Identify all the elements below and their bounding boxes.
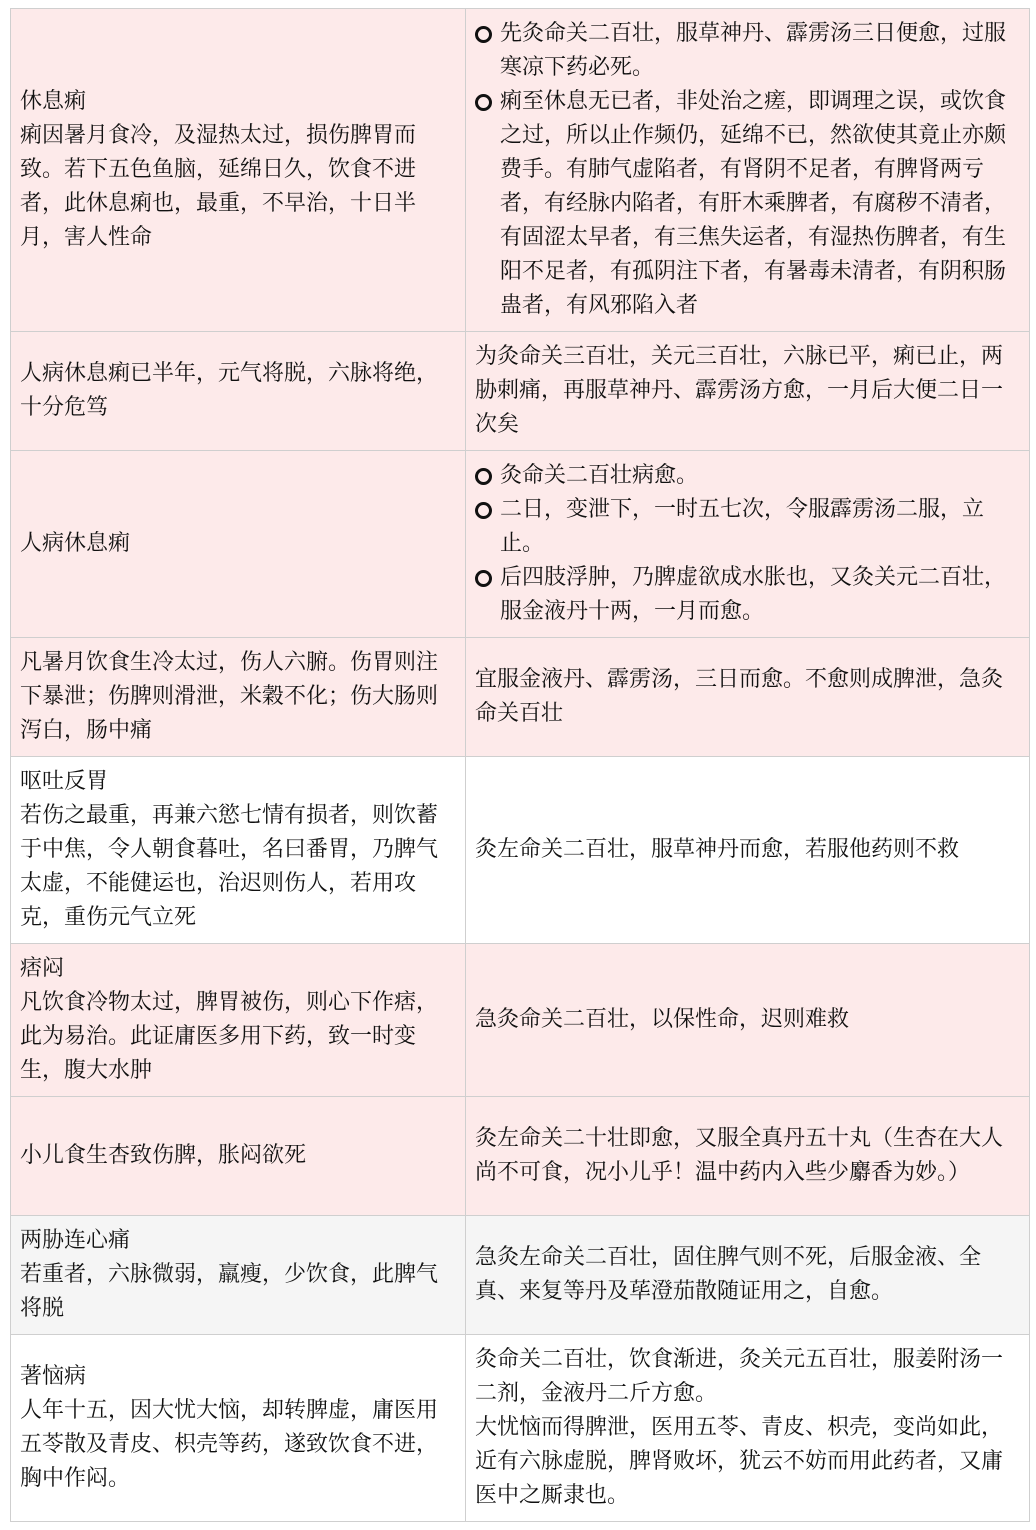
treatment-cell: [466, 9, 1030, 332]
treatment-text: 宜服金液丹、霹雳汤，三日而愈。不愈则成脾泄，急灸命关百壮: [475, 667, 1004, 726]
condition-text: 凡饮食冷物太过，脾胃被伤，则心下作痞，此为易治。此证庸医多用下药，致一时变生，腹大水肿: [20, 990, 439, 1083]
condition-cell: [11, 1216, 466, 1335]
condition-title: 休息痢: [20, 89, 87, 114]
condition-cell: [11, 638, 466, 757]
treatment-text: 急灸命关二百壮，以保性命，迟则难救: [475, 1007, 850, 1032]
treatment-text: 灸左命关二百壮，服草神丹而愈，若服他药则不救: [475, 837, 960, 862]
treatment-text: 先灸命关二百壮，服草神丹、霹雳汤三日便愈，过服寒凉下药必死。: [500, 21, 1007, 80]
condition-text: 若伤之最重，再兼六慾七情有损者，则饮蓄于中焦，令人朝食暮吐，名曰番胃，乃脾气太虚，不能健运也，治迟则伤人，若用攻克，重伤元气立死: [20, 803, 439, 930]
condition-text: 人病休息痢已半年，元气将脱，六脉将绝，十分危笃: [20, 361, 439, 420]
condition-cell: [11, 9, 466, 332]
treatment-text: 二日，变泄下，一时五七次，令服霹雳汤二服，立止。: [500, 497, 985, 556]
table-row: [11, 638, 1030, 757]
condition-cell: [11, 1097, 466, 1216]
table-row: [11, 451, 1030, 638]
bullet-item: [475, 561, 1020, 629]
condition-cell: [11, 1335, 466, 1522]
condition-text: 人病休息痢: [20, 531, 131, 556]
treatment-text: 灸命关二百壮病愈。: [500, 463, 699, 488]
condition-cell: [11, 451, 466, 638]
treatment-text: 痢至休息无已者，非处治之瘥，即调理之误，或饮食之过，所以止作频仍，延绵不已，然欲使其竟止亦颇费手。有肺气虚陷者，有肾阴不足者，有脾肾两亏者，有经脉内陷者，有肝木乘脾者，有腐秽不清者，有固涩太早者，有三焦失运者，有湿热伤脾者，有生阳不足者，有孤阴注下者，有暑毒未清者，有阴积肠蛊者，有风邪陷入者: [500, 89, 1007, 318]
treatment-cell: [466, 1335, 1030, 1522]
treatment-text: 灸左命关二十壮即愈，又服全真丹五十丸（生杏在大人尚不可食，况小儿乎！温中药内入些少麝香为妙。）: [475, 1126, 1004, 1185]
treatment-cell: [466, 1216, 1030, 1335]
bullet-item: [475, 459, 1020, 493]
table-row: [11, 757, 1030, 944]
treatment-cell: [466, 332, 1030, 451]
condition-text: 凡暑月饮食生冷太过，伤人六腑。伤胃则注下暴泄；伤脾则滑泄，米穀不化；伤大肠则泻白，肠中痛: [20, 650, 439, 743]
condition-cell: [11, 757, 466, 944]
bullet-item: [475, 17, 1020, 85]
treatment-text: 灸命关二百壮，饮食渐进，灸关元五百壮，服姜附汤一二剂，金液丹二斤方愈。: [475, 1347, 1004, 1406]
table-row: [11, 1216, 1030, 1335]
condition-cell: [11, 332, 466, 451]
treatment-cell: [466, 638, 1030, 757]
condition-cell: [11, 944, 466, 1097]
circle-bullet-icon: [475, 94, 492, 111]
treatment-cell: [466, 944, 1030, 1097]
circle-bullet-icon: [475, 468, 492, 485]
bullet-item: [475, 85, 1020, 323]
condition-text: 人年十五，因大忧大恼，却转脾虚，庸医用五苓散及青皮、枳壳等药，遂致饮食不进，胸中作闷。: [20, 1398, 439, 1491]
remedy-table-body: [11, 9, 1030, 1522]
condition-title: 呕吐反胃: [20, 769, 109, 794]
condition-title: 两胁连心痛: [20, 1228, 131, 1253]
treatment-cell: [466, 757, 1030, 944]
condition-text: 痢因暑月食冷，及湿热太过，损伤脾胃而致。若下五色鱼脑，延绵日久，饮食不进者，此休息痢也，最重，不早治，十日半月，害人性命: [20, 123, 417, 250]
remedy-table: [10, 8, 1030, 1522]
bullet-item: [475, 493, 1020, 561]
circle-bullet-icon: [475, 502, 492, 519]
condition-title: 著恼病: [20, 1364, 87, 1389]
treatment-cell: [466, 451, 1030, 638]
condition-text: 若重者，六脉微弱，羸瘦，少饮食，此脾气将脱: [20, 1262, 439, 1321]
table-row: [11, 9, 1030, 332]
treatment-text: 为灸命关三百壮，关元三百壮，六脉已平，痢已止，两胁刺痛，再服草神丹、霹雳汤方愈，一月后大便二日一次矣: [475, 344, 1004, 437]
circle-bullet-icon: [475, 570, 492, 587]
circle-bullet-icon: [475, 26, 492, 43]
table-row: [11, 944, 1030, 1097]
table-row: [11, 332, 1030, 451]
table-row: [11, 1335, 1030, 1522]
table-row: [11, 1097, 1030, 1216]
treatment-text: 急灸左命关二百壮，固住脾气则不死，后服金液、全真、来复等丹及荜澄茄散随证用之，自愈。: [475, 1245, 982, 1304]
treatment-text: 后四肢浮肿，乃脾虚欲成水胀也，又灸关元二百壮，服金液丹十两，一月而愈。: [500, 565, 1007, 624]
condition-text: 小儿食生杏致伤脾，胀闷欲死: [20, 1143, 307, 1168]
treatment-cell: [466, 1097, 1030, 1216]
treatment-text: 大忧恼而得脾泄，医用五苓、青皮、枳壳，变尚如此，近有六脉虚脱，脾肾败坏，犹云不妨而用此药者，又庸医中之厮隶也。: [475, 1415, 1004, 1508]
condition-title: 痞闷: [20, 956, 65, 981]
